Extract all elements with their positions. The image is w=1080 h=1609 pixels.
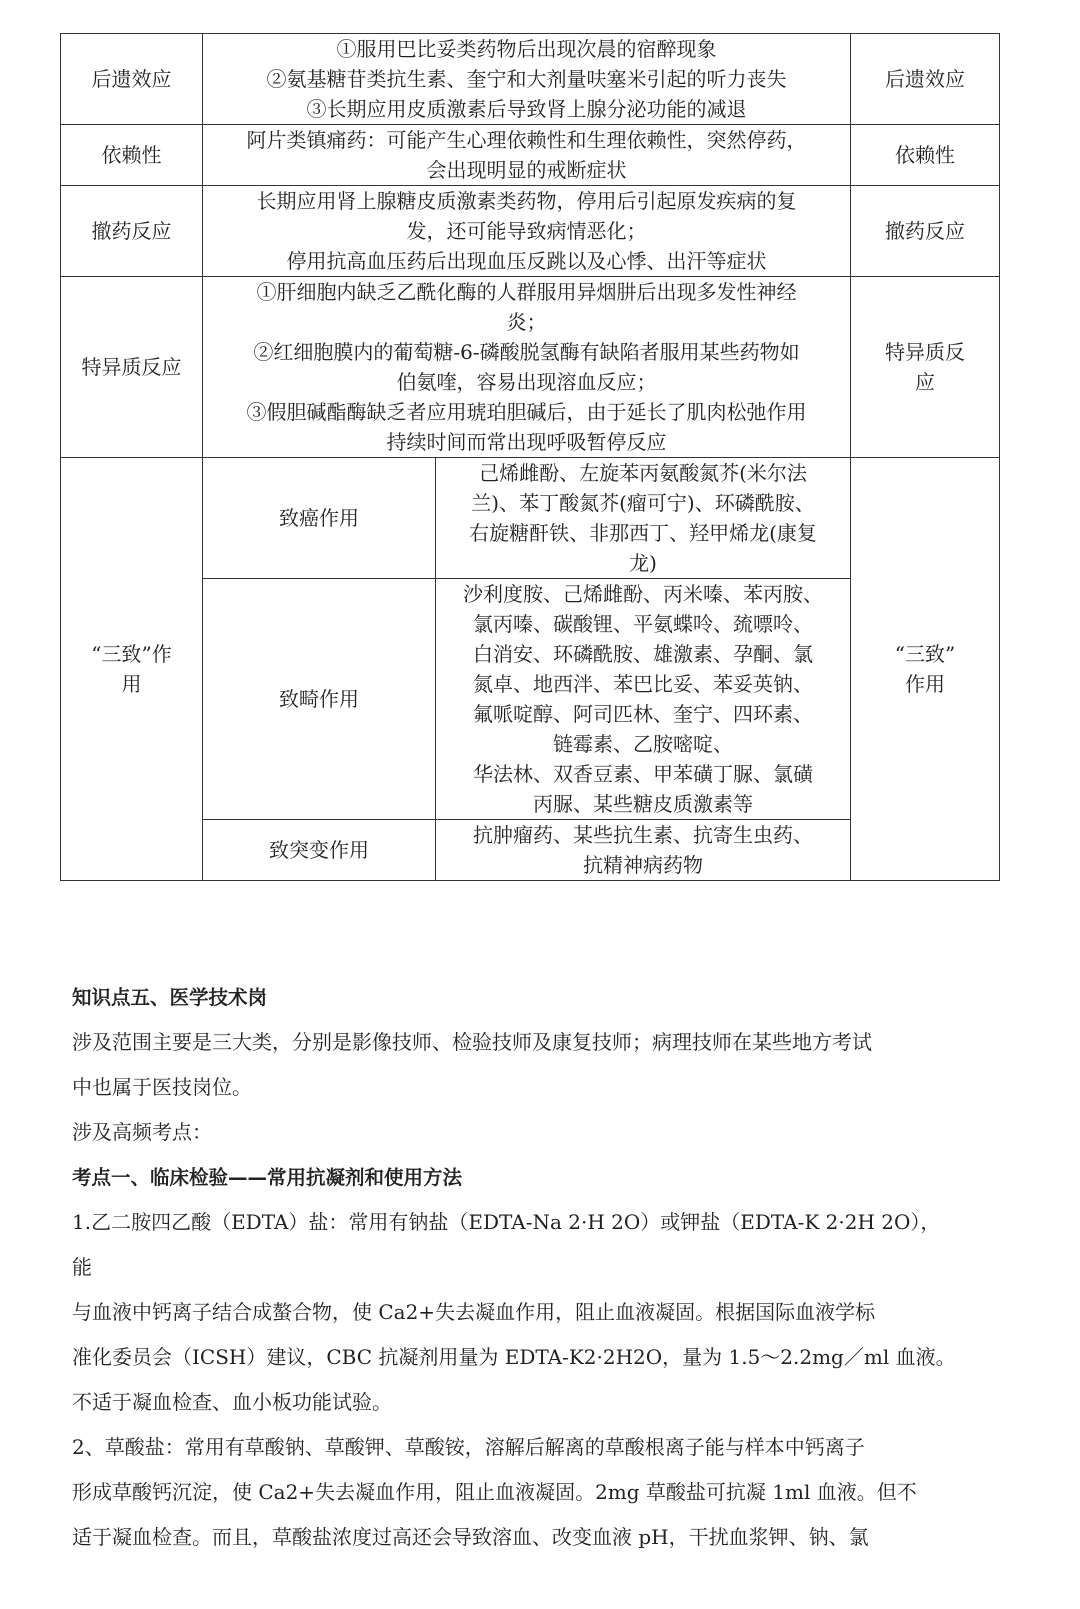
sub-label: 致癌作用 [203, 458, 436, 579]
sub-drugs: 己烯雌酚、左旋苯丙氨酸氮芥(米尔法 兰)、苯丁酸氮芥(瘤可宁)、环磷酰胺、 右旋糖酐铁、非那西丁、羟甲烯龙(康复 龙) [436, 458, 851, 579]
paragraph-line: 2、草酸盐：常用有草酸钠、草酸钾、草酸铵，溶解后解离的草酸根离子能与样本中钙离子 [72, 1435, 865, 1459]
table-row-aftereffect [61, 34, 1000, 125]
paragraph-line: 涉及高频考点： [72, 1120, 212, 1144]
paragraph-line: 能 [72, 1255, 92, 1279]
paragraph-line: 1.乙二胺四乙酸（EDTA）盐：常用有钠盐（EDTA-Na 2·H 2O）或钾盐（EDTA-K 2·2H 2O）， [72, 1210, 941, 1234]
row-description: 长期应用肾上腺糖皮质激素类药物，停用后引起原发疾病的复 发，还可能导致病情恶化； 停用抗高血压药后出现血压反跳以及心悸、出汗等症状 [203, 186, 851, 277]
row-label: 特异质反应 [61, 277, 203, 458]
paragraph-line: 形成草酸钙沉淀，使 Ca2+失去凝血作用，阻止血液凝固。2mg 草酸盐可抗凝 1ml 血液。但不 [72, 1480, 917, 1504]
row-label: 撤药反应 [61, 186, 203, 277]
sub-label: 致畸作用 [203, 579, 436, 820]
topic-heading: 考点一、临床检验——常用抗凝剂和使用方法 [72, 1166, 463, 1189]
row-label: 后遗效应 [61, 34, 203, 125]
row-description: ①肝细胞内缺乏乙酰化酶的人群服用异烟肼后出现多发性神经 炎； ②红细胞膜内的葡萄糖-6-磷酸脱氢酶有缺陷者服用某些药物如 伯氨喹，容易出现溶血反应； ③假胆碱酯酶缺乏者应用琥珀胆碱后，由于延长了肌肉松弛作用 持续时间而常出现呼吸暂停反应 [203, 277, 851, 458]
row-right-label: 撤药反应 [851, 186, 1000, 277]
table-row-withdrawal [61, 186, 1000, 277]
paragraph-line: 中也属于医技岗位。 [72, 1075, 252, 1099]
row-right-label: 后遗效应 [851, 34, 1000, 125]
section-heading: 知识点五、医学技术岗 [72, 986, 268, 1009]
sanzhi-right-label: “三致” 作用 [851, 458, 1000, 881]
adverse-reaction-table [60, 33, 1000, 881]
row-description: 阿片类镇痛药：可能产生心理依赖性和生理依赖性，突然停药， 会出现明显的戒断症状 [203, 125, 851, 186]
row-right-label: 依赖性 [851, 125, 1000, 186]
paragraph-line: 与血液中钙离子结合成螯合物，使 Ca2+失去凝血作用，阻止血液凝固。根据国际血液学标 [72, 1300, 876, 1324]
sub-drugs: 沙利度胺、己烯雌酚、丙米嗪、苯丙胺、 氯丙嗪、碳酸锂、平氨蝶呤、巯嘌呤、 白消安、环磷酰胺、雄激素、孕酮、氯 氮卓、地西泮、苯巴比妥、苯妥英钠、 氟哌啶醇、阿司匹林、奎宁、四环素、 链霉素、乙胺嘧啶、 华法林、双香豆素、甲苯磺丁脲、氯磺 丙脲、某些糖皮质激素等 [436, 579, 851, 820]
sanzhi-label: “三致”作 用 [61, 458, 203, 881]
sub-label: 致突变作用 [203, 820, 436, 881]
paragraph-line: 适于凝血检查。而且，草酸盐浓度过高还会导致溶血、改变血液 pH，干扰血浆钾、钠、氯 [72, 1525, 869, 1549]
table-row-idiosyncrasy [61, 277, 1000, 458]
row-right-label: 特异质反 应 [851, 277, 1000, 458]
row-description: ①服用巴比妥类药物后出现次晨的宿醉现象 ②氨基糖苷类抗生素、奎宁和大剂量呋塞米引起的听力丧失 ③长期应用皮质激素后导致肾上腺分泌功能的减退 [203, 34, 851, 125]
row-label: 依赖性 [61, 125, 203, 186]
article-body [72, 975, 997, 1560]
table-row-carcinogenic [61, 458, 1000, 579]
sub-drugs: 抗肿瘤药、某些抗生素、抗寄生虫药、 抗精神病药物 [436, 820, 851, 881]
paragraph-line: 准化委员会（ICSH）建议，CBC 抗凝剂用量为 EDTA-K2·2H2O，量为 1.5～2.2mg／ml 血液。 [72, 1345, 956, 1369]
table-row-dependence [61, 125, 1000, 186]
paragraph-line: 涉及范围主要是三大类，分别是影像技师、检验技师及康复技师；病理技师在某些地方考试 [72, 1030, 872, 1054]
paragraph-line: 不适于凝血检查、血小板功能试验。 [72, 1390, 392, 1414]
